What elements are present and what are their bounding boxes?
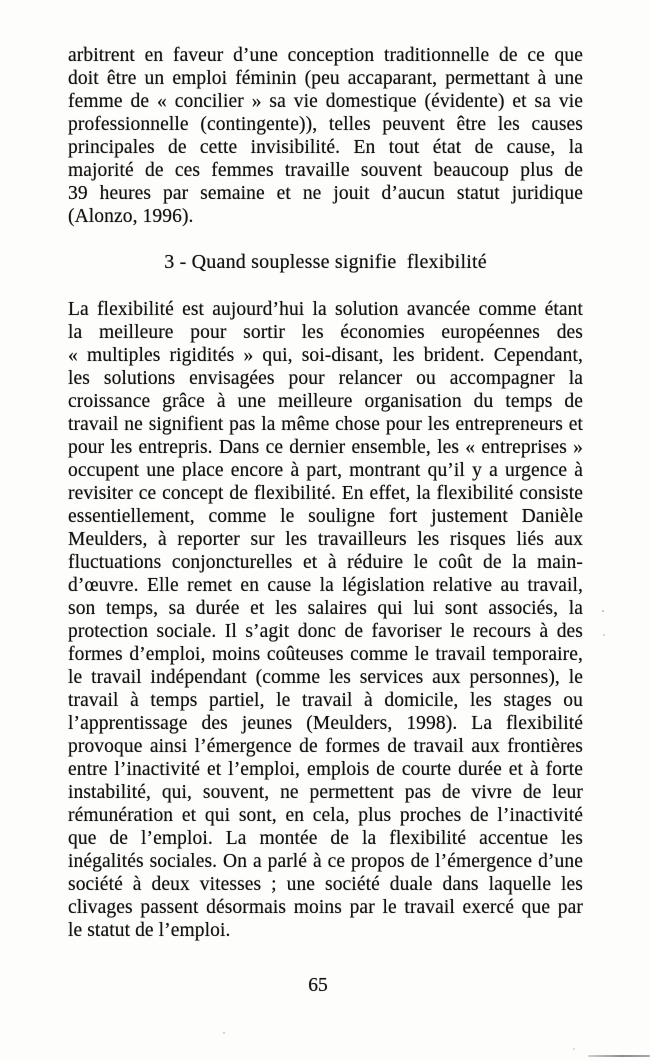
text-line: principales de cette invisibilité. En tout état de cause, la bbox=[68, 137, 583, 158]
scan-speck bbox=[573, 1048, 575, 1050]
page-number: 65 bbox=[308, 975, 328, 996]
text-line: « multiples rigidités » qui, soi-disant, les brident. Cependant, bbox=[68, 345, 583, 366]
text-line: Meulders, à reporter sur les travailleurs les risques liés aux bbox=[68, 529, 583, 550]
text-line: les solutions envisagées pour relancer ou accompagner la bbox=[68, 368, 583, 389]
scan-speck bbox=[223, 1032, 225, 1034]
scan-speck bbox=[603, 634, 605, 636]
text-line: arbitrent en faveur d’une conception traditionnelle de ce que bbox=[68, 45, 583, 66]
text-line: femme de « concilier » sa vie domestique (évidente) et sa vie bbox=[68, 91, 583, 112]
text-line: l’apprentissage des jeunes (Meulders, 1998). La flexibilité bbox=[68, 713, 583, 734]
paragraph bbox=[68, 44, 583, 228]
text-line: occupent une place encore à part, montrant qu’il y a urgence à bbox=[68, 460, 583, 481]
text-line: protection sociale. Il s’agit donc de favoriser le recours à des bbox=[68, 621, 583, 642]
paragraph bbox=[68, 298, 583, 942]
text-line: professionnelle (contingente)), telles peuvent être les causes bbox=[68, 114, 583, 135]
text-line: formes d’emploi, moins coûteuses comme le travail temporaire, bbox=[68, 644, 583, 665]
text-line: que de l’emploi. La montée de la flexibilité accentue les bbox=[68, 828, 583, 849]
text-line: rémunération et qui sont, en cela, plus proches de l’inactivité bbox=[68, 805, 583, 826]
text-line: entre l’inactivité et l’emploi, emplois de courte durée et à forte bbox=[68, 759, 583, 780]
text-line: travail à temps partiel, le travail à domicile, les stages ou bbox=[68, 690, 583, 711]
text-line: d’œuvre. Elle remet en cause la législation relative au travail, bbox=[68, 575, 583, 596]
text-line: fluctuations conjoncturelles et à réduire le coût de la main- bbox=[68, 552, 583, 573]
scan-speck bbox=[602, 610, 604, 612]
text-line: clivages passent désormais moins par le travail exercé que par bbox=[68, 897, 583, 918]
text-line: (Alonzo, 1996). bbox=[68, 206, 194, 227]
text-line: inégalités sociales. On a parlé à ce propos de l’émergence d’une bbox=[68, 851, 583, 872]
text-line: doit être un emploi féminin (peu accaparant, permettant à une bbox=[68, 68, 583, 89]
text-block bbox=[68, 44, 583, 942]
scan-artifact-line bbox=[588, 1055, 650, 1057]
text-line: pour les entrepris. Dans ce dernier ensemble, les « entreprises » bbox=[68, 437, 583, 458]
text-line: son temps, sa durée et les salaires qui lui sont associés, la bbox=[68, 598, 583, 619]
text-line: majorité de ces femmes travaille souvent beaucoup plus de bbox=[68, 160, 583, 181]
text-line: travail ne signifient pas la même chose pour les entrepreneurs et bbox=[68, 414, 583, 435]
text-line: essentiellement, comme le souligne fort justement Danièle bbox=[68, 506, 583, 527]
section-heading: 3 - Quand souplesse signifie flexibilité bbox=[164, 251, 487, 273]
text-line: La flexibilité est aujourd’hui la solution avancée comme étant bbox=[68, 299, 583, 320]
text-line: le travail indépendant (comme les services aux personnes), le bbox=[68, 667, 583, 688]
text-line: revisiter ce concept de flexibilité. En effet, la flexibilité consiste bbox=[68, 483, 583, 504]
text-line: société à deux vitesses ; une société duale dans laquelle les bbox=[68, 874, 583, 895]
text-line: 39 heures par semaine et ne jouit d’aucun statut juridique bbox=[68, 183, 583, 204]
text-line: croissance grâce à une meilleure organisation du temps de bbox=[68, 391, 583, 412]
text-line: provoque ainsi l’émergence de formes de travail aux frontières bbox=[68, 736, 583, 757]
text-line: la meilleure pour sortir les économies européennes des bbox=[68, 322, 583, 343]
text-line: instabilité, qui, souvent, ne permettent pas de vivre de leur bbox=[68, 782, 583, 803]
text-line: le statut de l’emploi. bbox=[68, 920, 231, 941]
